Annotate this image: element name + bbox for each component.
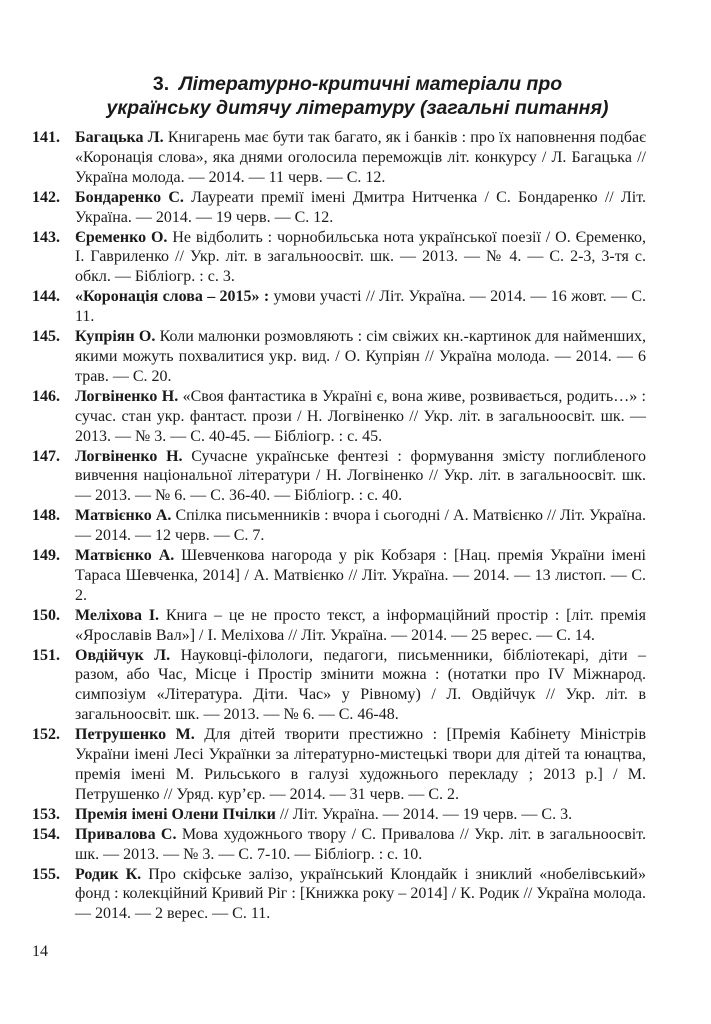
entry-body <box>75 825 646 865</box>
bibliography-entry <box>32 387 646 447</box>
entry-author: Купріян О. <box>75 328 156 346</box>
entry-number: 147. <box>32 447 60 465</box>
entry-body <box>75 327 646 387</box>
entry-body <box>75 447 646 507</box>
entry-text: Сучасне українське фентезі : формування змісту поглибленого вивчення національної літератури / Н. Логвіненко // Укр. літ. в загальноосвіт. шк. — 2013. — № 6. — С. 36-40. — Бібліогр. : с. 40. <box>75 447 646 505</box>
bibliography-entry <box>32 447 646 507</box>
entry-author: Матвієнко А. <box>75 507 172 525</box>
bibliography-entry <box>32 128 646 188</box>
entry-author: Петрушенко М. <box>75 726 195 744</box>
bibliography-entry <box>32 805 646 825</box>
entry-text: Коли малюнки розмовляють : сім свіжих кн.-картинок для найменших, якими можуть похвалитися укр. вид. / О. Купріян // Україна молода. — 2014. — 6 трав. — С. 20. <box>75 328 647 385</box>
entry-number: 155. <box>32 865 60 883</box>
bibliography-entry <box>32 646 646 726</box>
entry-body <box>75 606 646 646</box>
entry-number: 143. <box>32 228 60 246</box>
bibliography-entry <box>32 725 646 805</box>
entry-number: 152. <box>32 726 60 744</box>
entry-text: Науковці-філологи, педагоги, письменники, бібліотекарі, діти – разом, або Час, Місце і Простір змінити можна : (нотатки про IV Міжнарод. симпозіум «Література. Діти. Час» у Рівному) / Л. Овдійчук // Укр. літ. в загальноосвіт. шк. — 2013. — № 6. — С. 46-48. <box>75 646 646 724</box>
bibliography-entry <box>32 865 646 925</box>
entry-body <box>75 387 646 447</box>
entry-body <box>75 805 646 825</box>
entry-body <box>75 506 646 546</box>
entry-author: Бондаренко С. <box>75 188 184 206</box>
entry-author: «Коронація слова – 2015» : <box>75 288 270 306</box>
entry-number: 149. <box>32 547 60 565</box>
entry-author: Родик К. <box>75 865 142 883</box>
entry-author: Багацька Л. <box>75 129 164 146</box>
entry-body <box>75 128 646 188</box>
entry-author: Привалова С. <box>75 825 177 843</box>
heading-line-1 <box>60 72 655 96</box>
entry-body <box>75 865 646 925</box>
bibliography-entry <box>32 188 646 228</box>
entry-text: Книга – це не просто текст, а інформаційний простір : [літ. премія «Ярославів Вал»] / І. Меліхова // Літ. Україна. — 2014. — 25 верес. — С. 14. <box>75 606 646 644</box>
entry-text: Спілка письменників : вчора і сьогодні / А. Матвієнко // Літ. Україна. — 2014. — 12 черв. — С. 7. <box>75 507 647 545</box>
section-heading <box>60 72 655 120</box>
entry-text: Про скіфське залізо, український Клондайк і зниклий «нобелівський» фонд : колекційний Кривий Ріг : [Книжка року – 2014] / К. Родик // Україна молода. — 2014. — 2 верес. — С. 11. <box>75 865 646 923</box>
entry-number: 154. <box>32 825 60 843</box>
entry-author: Єременко О. <box>75 228 168 246</box>
entry-body <box>75 546 646 606</box>
entry-text: Шевченкова нагорода у рік Кобзаря : [Нац. премія України імені Тараса Шевченка, 2014] / А. Матвієнко // Літ. Україна. — 2014. — 13 листоп. — С. 2. <box>75 547 647 604</box>
bibliography-entry <box>32 606 646 646</box>
entry-number: 144. <box>32 288 60 306</box>
entry-body <box>75 188 646 228</box>
entry-body <box>75 646 646 726</box>
entry-text: Не відболить : чорнобильська нота української поезії / О. Єременко, І. Гавриленко // Укр. літ. в загальноосвіт. шк. — 2013. — № 4. — С. 2-3, 3-тя с. обкл. — Бібліогр. : с. 3. <box>75 228 646 286</box>
entry-body <box>75 725 646 805</box>
bibliography-entry <box>32 825 646 865</box>
entry-text: умови участі // Літ. Україна. — 2014. — 16 жовт. — С. 11. <box>75 288 647 326</box>
entry-author: Матвієнко А. <box>75 547 175 565</box>
bibliography-list <box>32 128 646 924</box>
heading-text-1: Літературно-критичні матеріали про <box>179 73 563 95</box>
entry-body <box>75 287 646 327</box>
entry-text: // Літ. Україна. — 2014. — 19 черв. — С. 3. <box>275 805 573 823</box>
entry-author: Логвіненко Н. <box>75 387 179 405</box>
bibliography-entry <box>32 506 646 546</box>
entry-number: 148. <box>32 507 60 525</box>
entry-body <box>75 228 646 288</box>
entry-text: «Своя фантастика в Україні є, вона живе, розвивається, родить…» : сучас. стан укр. фантаст. прози / Н. Логвіненко // Укр. літ. в загальноосвіт. шк. — 2013. — № 3. — С. 40-45. — Бібліогр. : с. 45. <box>75 387 647 445</box>
bibliography-entry <box>32 327 646 387</box>
entry-text: Мова художнього твору / С. Привалова // Укр. літ. в загальноосвіт. шк. — 2013. — № 3. — С. 7-10. — Бібліогр. : с. 10. <box>75 825 646 863</box>
bibliography-entry <box>32 228 646 288</box>
entry-author: Логвіненко Н. <box>75 447 183 465</box>
entry-author: Меліхова І. <box>75 606 160 624</box>
entry-author: Овдійчук Л. <box>75 646 171 664</box>
page-number: 14 <box>32 943 48 960</box>
entry-number: 146. <box>32 387 60 405</box>
entry-number: 142. <box>32 188 60 206</box>
entry-text: Лауреати премії імені Дмитра Нитченка / С. Бондаренко // Літ. Україна. — 2014. — 19 черв. — С. 12. <box>75 188 646 226</box>
entry-number: 153. <box>32 805 60 823</box>
entry-number: 151. <box>32 646 60 664</box>
heading-line-2: українську дитячу літературу (загальні питання) <box>106 97 609 119</box>
entry-number: 141. <box>32 129 60 146</box>
entry-text: Для дітей творити престижно : [Премія Кабінету Міністрів України імені Лесі Українки за літературно-мистецькі твори для дітей та юнацтва, премія імені М. Рильського в галузі художнього перекладу ; 2013 р.] / М. Петрушенко // Уряд. кур’єр. — 2014. — 31 черв. — С. 2. <box>75 726 647 803</box>
section-number: 3. <box>152 73 170 95</box>
entry-number: 145. <box>32 328 60 346</box>
entry-number: 150. <box>32 606 60 624</box>
entry-author: Премія імені Олени Пчілки <box>75 805 276 823</box>
bibliography-entry <box>32 287 646 327</box>
bibliography-entry <box>32 546 646 606</box>
entry-text: Книгарень має бути так багато, як і банків : про їх наповнення подбає «Коронація слова», яка днями оголосила переможців літ. конкурсу / Л. Багацька // Україна молода. — 2014. — 11 черв. — С. 12. <box>75 129 646 186</box>
